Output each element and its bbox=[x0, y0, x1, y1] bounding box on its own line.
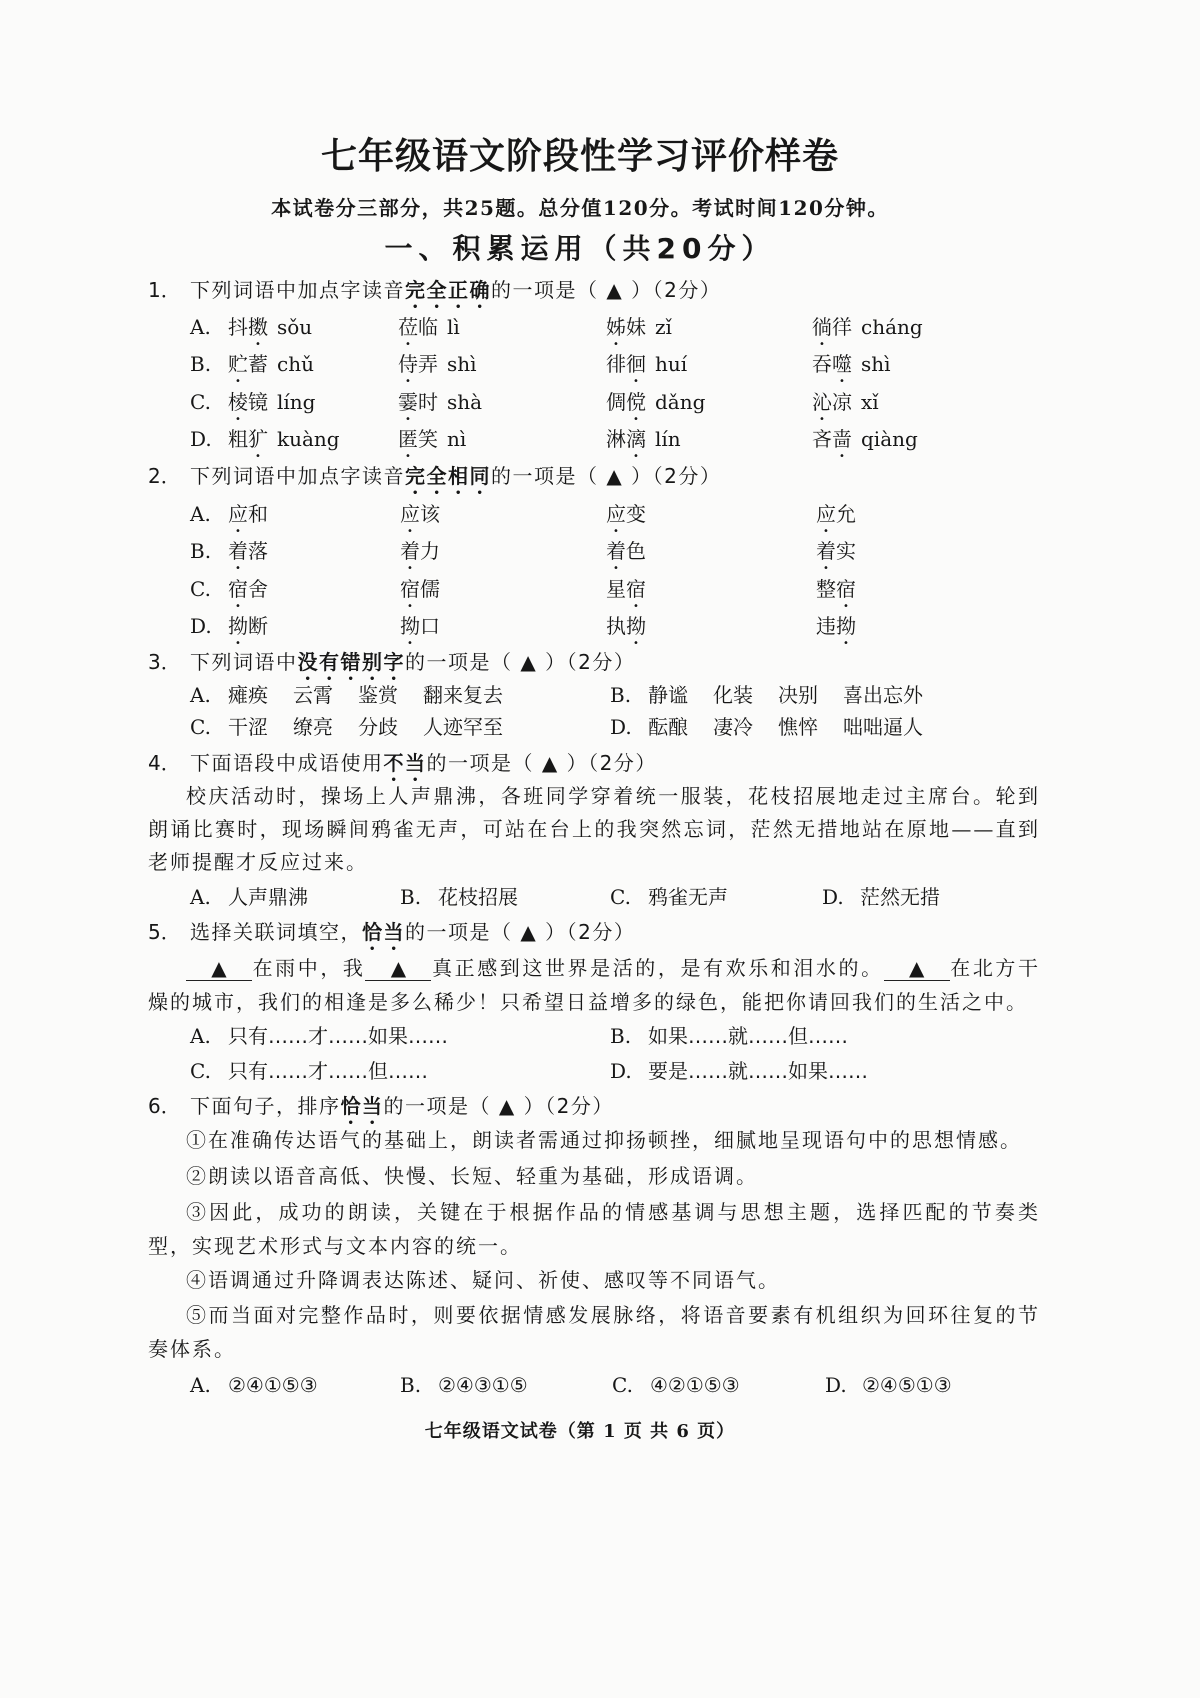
word-char: 允 bbox=[836, 502, 856, 526]
option-words bbox=[228, 677, 528, 713]
passage-text: 在雨中，我 bbox=[252, 956, 366, 980]
word-char: 徉 bbox=[832, 315, 852, 339]
question-1-stem bbox=[0, 272, 1200, 308]
page-title: 七年级语文阶段性学习评价样卷 bbox=[320, 135, 839, 177]
section-title: 一、积累运用（共20分） bbox=[384, 232, 776, 265]
word: 决别 bbox=[778, 683, 818, 707]
dotted-char: 噬 bbox=[832, 352, 852, 376]
answer-blank: ▲ bbox=[365, 956, 431, 981]
stem-emphasis: 没有错别字 bbox=[297, 650, 405, 674]
option-word bbox=[606, 608, 646, 649]
option-word bbox=[606, 421, 681, 462]
dotted-char: 着 bbox=[816, 539, 836, 563]
question-number: 3． bbox=[148, 650, 181, 674]
option-word bbox=[812, 346, 891, 387]
option-letter: D. bbox=[610, 715, 632, 739]
question-2-option-b bbox=[0, 533, 1200, 569]
option-letter: D. bbox=[822, 885, 844, 909]
word-char: 妹 bbox=[626, 315, 646, 339]
pinyin: dǎng bbox=[655, 390, 706, 414]
option-word bbox=[228, 533, 268, 574]
stem-text: 下面句子，排序 bbox=[190, 1094, 341, 1118]
option-letter: A. bbox=[190, 1373, 211, 1397]
dotted-char: 徊 bbox=[626, 352, 646, 376]
option-word bbox=[812, 421, 918, 462]
pinyin: lín bbox=[655, 427, 681, 451]
stem-emphasis: 完全正确 bbox=[405, 278, 491, 302]
word: 缭亮 bbox=[293, 715, 333, 739]
option-text: 只有……才……如果…… bbox=[228, 1024, 448, 1048]
option-letter: A. bbox=[190, 315, 211, 339]
word: 咄咄逼人 bbox=[843, 715, 923, 739]
stem-text: 下列词语中加点字读音 bbox=[190, 464, 405, 488]
dotted-char: 宿 bbox=[400, 577, 420, 601]
option-word bbox=[228, 571, 268, 612]
question-1-option-b bbox=[0, 346, 1200, 382]
question-4-stem bbox=[0, 745, 1200, 781]
option-word bbox=[606, 384, 705, 425]
option-word bbox=[228, 421, 340, 462]
option-word bbox=[228, 496, 268, 537]
pinyin: qiàng bbox=[861, 427, 918, 451]
dotted-char: 拗 bbox=[626, 614, 646, 638]
dotted-char: 霎 bbox=[398, 390, 418, 414]
answer-blank: ▲ bbox=[884, 956, 950, 981]
sentence-4: ④语调通过升降调表达陈述、疑问、祈使、感叹等不同语气。 bbox=[186, 1268, 780, 1292]
word: 化装 bbox=[713, 683, 753, 707]
dotted-char: 漓 bbox=[626, 427, 646, 451]
option-letter: C. bbox=[190, 1059, 211, 1083]
option-word bbox=[812, 384, 879, 425]
question-6-stem bbox=[0, 1088, 1200, 1124]
word-char: 吞 bbox=[812, 352, 832, 376]
pinyin: chǔ bbox=[277, 352, 314, 376]
option-text: ②④③①⑤ bbox=[438, 1373, 528, 1397]
word-char: 力 bbox=[420, 539, 440, 563]
word-char: 星 bbox=[606, 577, 626, 601]
word: 人迹罕至 bbox=[423, 715, 503, 739]
dotted-char: 着 bbox=[400, 539, 420, 563]
option-words bbox=[648, 677, 948, 713]
question-5-options-cd bbox=[0, 1053, 1200, 1089]
option-text: 鸦雀无声 bbox=[648, 885, 728, 909]
word: 云霄 bbox=[293, 683, 333, 707]
word-char: 临 bbox=[418, 315, 438, 339]
word: 鉴赏 bbox=[358, 683, 398, 707]
question-3-options-ab bbox=[0, 677, 1200, 713]
option-word bbox=[816, 533, 856, 574]
option-text: 如果……就……但…… bbox=[648, 1024, 848, 1048]
question-number: 4． bbox=[148, 751, 181, 775]
stem-emphasis: 恰当 bbox=[340, 1094, 384, 1118]
option-letter: A. bbox=[190, 1024, 211, 1048]
option-word bbox=[398, 421, 466, 462]
option-word bbox=[400, 571, 440, 612]
stem-text: 下列词语中加点字读音 bbox=[190, 278, 405, 302]
dotted-char: 棱 bbox=[228, 390, 248, 414]
pinyin: kuàng bbox=[277, 427, 340, 451]
option-letter: A. bbox=[190, 502, 211, 526]
option-word bbox=[606, 533, 646, 574]
question-6-options bbox=[0, 1367, 1200, 1403]
question-1-option-c bbox=[0, 384, 1200, 420]
option-text: 要是……就……如果…… bbox=[648, 1059, 868, 1083]
option-letter: B. bbox=[610, 683, 632, 707]
question-number: 1． bbox=[148, 278, 181, 302]
word-char: 舍 bbox=[248, 577, 268, 601]
word-char: 淋 bbox=[606, 427, 626, 451]
word: 干涩 bbox=[228, 715, 268, 739]
dotted-char: 着 bbox=[606, 539, 626, 563]
stem-text: 下列词语中 bbox=[190, 650, 298, 674]
word-char: 粗 bbox=[228, 427, 248, 451]
word-char: 落 bbox=[248, 539, 268, 563]
option-letter: C. bbox=[612, 1373, 633, 1397]
option-word bbox=[228, 384, 315, 425]
stem-emphasis: 完全相同 bbox=[405, 464, 491, 488]
option-text: 花枝招展 bbox=[438, 885, 518, 909]
dotted-char: 傥 bbox=[626, 390, 646, 414]
word-char: 蓄 bbox=[248, 352, 268, 376]
option-letter: D. bbox=[190, 427, 212, 451]
word-char: 该 bbox=[420, 502, 440, 526]
word-char: 吝 bbox=[812, 427, 832, 451]
question-1-option-d bbox=[0, 421, 1200, 457]
word-char: 和 bbox=[248, 502, 268, 526]
question-5-stem bbox=[0, 914, 1200, 950]
word: 瘫痪 bbox=[228, 683, 268, 707]
word-char: 色 bbox=[626, 539, 646, 563]
word-char: 儒 bbox=[420, 577, 440, 601]
option-text: ④②①⑤③ bbox=[650, 1373, 740, 1397]
option-word bbox=[400, 533, 440, 574]
pinyin: cháng bbox=[861, 315, 923, 339]
question-text bbox=[190, 458, 721, 499]
option-word bbox=[400, 496, 440, 537]
option-word bbox=[606, 346, 687, 387]
word: 静谧 bbox=[648, 683, 688, 707]
pinyin: shì bbox=[447, 352, 477, 376]
dotted-char: 匿 bbox=[398, 427, 418, 451]
pinyin: zǐ bbox=[655, 315, 672, 339]
word-char: 笑 bbox=[418, 427, 438, 451]
dotted-char: 宿 bbox=[836, 577, 856, 601]
word-char: 整 bbox=[816, 577, 836, 601]
pinyin: sǒu bbox=[277, 315, 313, 339]
dotted-char: 莅 bbox=[398, 315, 418, 339]
option-words bbox=[648, 709, 948, 745]
option-word bbox=[816, 608, 856, 649]
stem-text: 下面语段中成语使用 bbox=[190, 751, 384, 775]
dotted-char: 宿 bbox=[626, 577, 646, 601]
pinyin: shì bbox=[861, 352, 891, 376]
option-letter: D. bbox=[610, 1059, 632, 1083]
word-char: 断 bbox=[248, 614, 268, 638]
question-4-options bbox=[0, 879, 1200, 915]
option-letter: C. bbox=[610, 885, 631, 909]
word-char: 抖 bbox=[228, 315, 248, 339]
option-letter: C. bbox=[190, 715, 211, 739]
stem-text: 的一项是（ ▲ ）（2分） bbox=[426, 751, 657, 775]
option-letter: B. bbox=[610, 1024, 632, 1048]
page-footer: 七年级语文试卷（第 1 页 共 6 页） bbox=[424, 1421, 736, 1442]
word: 翻来复去 bbox=[423, 683, 503, 707]
word-char: 实 bbox=[836, 539, 856, 563]
word-char: 弄 bbox=[418, 352, 438, 376]
pinyin: nì bbox=[447, 427, 467, 451]
option-text: ②④⑤①③ bbox=[862, 1373, 952, 1397]
question-3-options-cd bbox=[0, 709, 1200, 745]
word-char: 镜 bbox=[248, 390, 268, 414]
question-3-stem bbox=[0, 644, 1200, 680]
option-text: 茫然无措 bbox=[860, 885, 940, 909]
question-2-stem bbox=[0, 458, 1200, 494]
stem-emphasis: 不当 bbox=[383, 751, 427, 775]
option-word bbox=[398, 384, 482, 425]
option-word bbox=[398, 309, 460, 350]
question-text bbox=[190, 914, 635, 955]
option-word bbox=[816, 571, 856, 612]
question-4-passage: 校庆活动时，操场上人声鼎沸，各班同学穿着统一服装，花枝招展地走过主席台。轮到朗诵比赛时，现场瞬间鸦雀无声，可站在台上的我突然忘词，茫然无措地站在原地——直到老师提醒才反应过来。 bbox=[148, 784, 1040, 874]
pinyin: huí bbox=[655, 352, 688, 376]
option-word bbox=[228, 608, 268, 649]
dotted-char: 沁 bbox=[812, 390, 832, 414]
dotted-char: 拗 bbox=[400, 614, 420, 638]
option-word bbox=[228, 346, 314, 387]
passage-text: 在北方干燥的城市，我们的相逢是多么稀少！只希望日益增多的绿色，能把你请回我们的生活之中。 bbox=[148, 956, 1041, 1014]
sentence-2: ②朗读以语音高低、快慢、长短、轻重为基础，形成语调。 bbox=[186, 1164, 758, 1188]
word: 喜出忘外 bbox=[843, 683, 923, 707]
pinyin: xǐ bbox=[861, 390, 879, 414]
dotted-char: 啬 bbox=[832, 427, 852, 451]
option-letter: D. bbox=[825, 1373, 847, 1397]
pinyin: shà bbox=[447, 390, 483, 414]
answer-blank: ▲ bbox=[186, 956, 252, 981]
option-word bbox=[400, 608, 440, 649]
stem-text: 选择关联词填空， bbox=[190, 920, 362, 944]
option-text: 只有……才……但…… bbox=[228, 1059, 428, 1083]
option-letter: B. bbox=[400, 885, 422, 909]
dotted-char: 姊 bbox=[606, 315, 626, 339]
dotted-char: 应 bbox=[228, 502, 248, 526]
option-letter: B. bbox=[190, 539, 212, 563]
word-char: 时 bbox=[418, 390, 438, 414]
word-char: 违 bbox=[816, 614, 836, 638]
stem-emphasis: 恰当 bbox=[362, 920, 405, 944]
word-char: 徘 bbox=[606, 352, 626, 376]
question-2-option-a bbox=[0, 496, 1200, 532]
sentence-3: ③因此，成功的朗读，关键在于根据作品的情感基调与思想主题，选择匹配的节奏类型，实现艺术形式与文本内容的统一。 bbox=[148, 1200, 1040, 1258]
stem-text: 的一项是（ ▲ ）（2分） bbox=[405, 650, 636, 674]
word-char: 变 bbox=[626, 502, 646, 526]
dotted-char: 犷 bbox=[248, 427, 268, 451]
stem-text: 的一项是（ ▲ ）（2分） bbox=[491, 278, 722, 302]
question-number: 5． bbox=[148, 920, 181, 944]
option-word bbox=[816, 496, 856, 537]
dotted-char: 擞 bbox=[248, 315, 268, 339]
option-text: 人声鼎沸 bbox=[228, 885, 308, 909]
option-word bbox=[606, 309, 672, 350]
passage-text: 真正感到这世界是活的，是有欢乐和泪水的。 bbox=[431, 956, 884, 980]
option-words bbox=[228, 709, 528, 745]
stem-text: 的一项是（ ▲ ）（2分） bbox=[383, 1094, 614, 1118]
dotted-char: 应 bbox=[400, 502, 420, 526]
word: 酝酿 bbox=[648, 715, 688, 739]
dotted-char: 应 bbox=[816, 502, 836, 526]
word-char: 倜 bbox=[606, 390, 626, 414]
dotted-char: 侍 bbox=[398, 352, 418, 376]
dotted-char: 拗 bbox=[228, 614, 248, 638]
dotted-char: 应 bbox=[606, 502, 626, 526]
option-letter: C. bbox=[190, 577, 211, 601]
stem-text: 的一项是（ ▲ ）（2分） bbox=[491, 464, 722, 488]
word: 分歧 bbox=[358, 715, 398, 739]
dotted-char: 贮 bbox=[228, 352, 248, 376]
pinyin: líng bbox=[277, 390, 316, 414]
word-char: 口 bbox=[420, 614, 440, 638]
sentence-1: ①在准确传达语气的基础上，朗读者需通过抑扬顿挫，细腻地呈现语句中的思想情感。 bbox=[186, 1128, 1022, 1152]
option-letter: D. bbox=[190, 614, 212, 638]
question-2-option-d bbox=[0, 608, 1200, 644]
option-word bbox=[812, 309, 923, 350]
question-text bbox=[190, 272, 721, 313]
word-char: 执 bbox=[606, 614, 626, 638]
pinyin: lì bbox=[447, 315, 460, 339]
option-letter: A. bbox=[190, 683, 211, 707]
sentence-5: ⑤而当面对完整作品时，则要依据情感发展脉络，将语音要素有机组织为回环往复的节奏体系。 bbox=[148, 1303, 1040, 1361]
option-letter: B. bbox=[400, 1373, 422, 1397]
option-word bbox=[606, 571, 646, 612]
word: 凄冷 bbox=[713, 715, 753, 739]
word-char: 凉 bbox=[832, 390, 852, 414]
dotted-char: 着 bbox=[228, 539, 248, 563]
stem-text: 的一项是（ ▲ ）（2分） bbox=[405, 920, 636, 944]
dotted-char: 徜 bbox=[812, 315, 832, 339]
option-letter: A. bbox=[190, 885, 211, 909]
word: 憔悴 bbox=[778, 715, 818, 739]
dotted-char: 拗 bbox=[836, 614, 856, 638]
option-word bbox=[398, 346, 477, 387]
question-number: 2． bbox=[148, 464, 181, 488]
question-number: 6． bbox=[148, 1094, 181, 1118]
question-5-options-ab bbox=[0, 1018, 1200, 1054]
exam-instructions: 本试卷分三部分，共25题。总分值120分。考试时间120分钟。 bbox=[271, 196, 889, 220]
option-word bbox=[606, 496, 646, 537]
dotted-char: 宿 bbox=[228, 577, 248, 601]
option-letter: C. bbox=[190, 390, 211, 414]
question-5-passage bbox=[148, 951, 1040, 1019]
question-1-option-a bbox=[0, 309, 1200, 345]
question-2-option-c bbox=[0, 571, 1200, 607]
option-word bbox=[228, 309, 312, 350]
option-text: ②④①⑤③ bbox=[228, 1373, 318, 1397]
option-letter: B. bbox=[190, 352, 212, 376]
